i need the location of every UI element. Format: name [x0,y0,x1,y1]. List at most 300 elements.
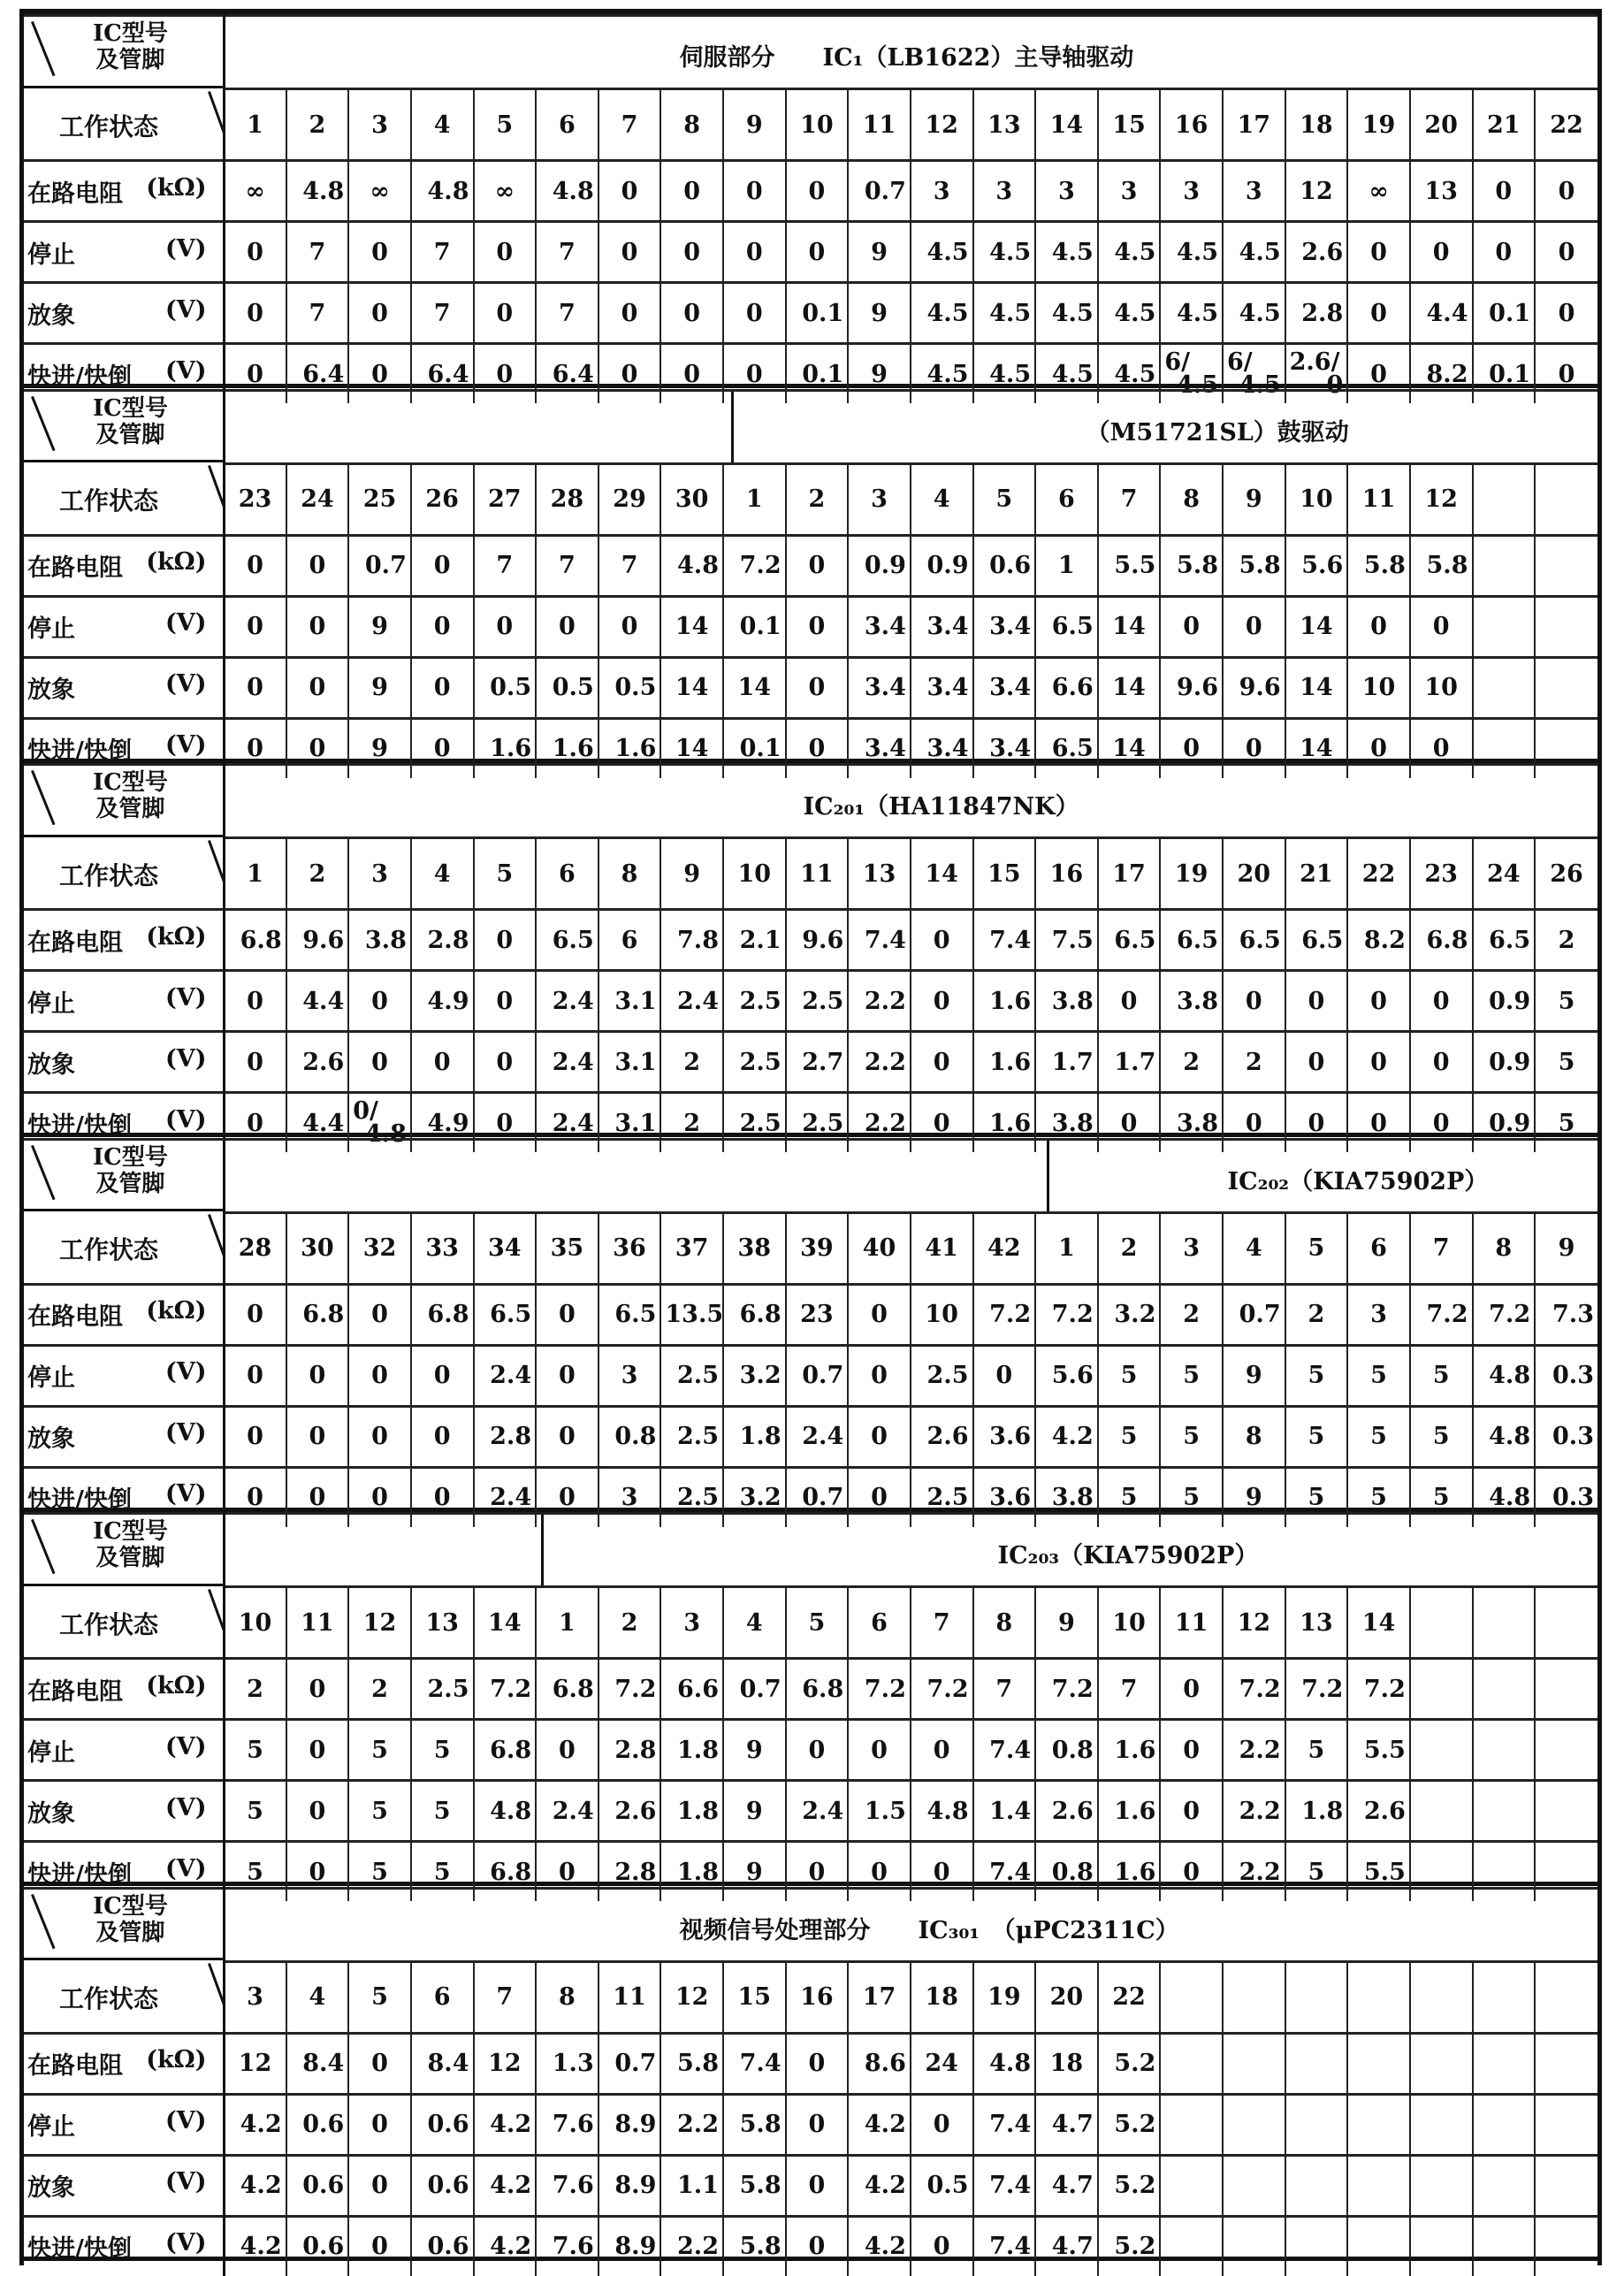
value-cell: 2.4 [536,971,599,1032]
value-cell: 4.5 [1098,222,1161,283]
value-cell: 7 [536,535,599,596]
value-cell: 9 [723,1720,786,1781]
value-cell: 0 [1160,1659,1223,1720]
pin-number: 13 [973,89,1036,161]
value-cell: 5 [1535,971,1597,1032]
ic-title-text: 视频信号处理部分 IC₃₀₁ （μPC2311C） [679,1916,1179,1944]
value-cell: 10 [1410,657,1473,718]
value-cell: 6.4 [286,344,349,404]
value-cell: 14 [660,718,723,778]
value-cell: 6.5 [1035,596,1098,657]
value-cell: 5 [1285,1467,1348,1527]
value-cell: 3.8 [1160,1093,1223,1153]
ic-block-title [224,16,1597,89]
pin-number: 38 [723,1212,786,1284]
value-cell: 0 [348,1345,411,1406]
table-row [24,535,1597,596]
row-label-unit: (V) [165,1854,207,1883]
ic-label-line2: 及管脚 [95,1170,165,1197]
value-cell: 0.7 [786,1467,849,1527]
pin-number: 5 [474,89,537,161]
value-cell: 5 [1098,1467,1161,1527]
value-cell: 0.7 [786,1345,849,1406]
row-label [24,222,224,283]
value-cell: 2 [1223,1032,1285,1093]
pin-number: 16 [1035,838,1098,910]
value-cell: 0 [1160,1781,1223,1842]
value-cell: 0 [474,222,537,283]
value-cell: 0 [286,1720,349,1781]
value-cell: 2.5 [723,1032,786,1093]
row-label-name: 在路电阻 [27,1303,123,1331]
value-cell: 2.5 [411,1659,474,1720]
empty-cell [1473,2216,1536,2276]
value-cell: 5 [1160,1406,1223,1467]
value-cell: 5 [224,1842,286,1902]
value-cell: 7.4 [973,910,1036,971]
value-cell: 4.4 [286,971,349,1032]
value-cell: 5.8 [1223,535,1285,596]
empty-cell [1347,2094,1410,2155]
empty-cell [1473,2033,1536,2094]
value-cell: 0 [848,1720,911,1781]
value-cell: 7 [286,222,349,283]
pin-number: 6 [1347,1212,1410,1284]
value-cell: 9 [348,657,411,718]
value-cell: 0 [660,222,723,283]
value-cell: 3 [1098,161,1161,222]
split-top: 0/ [353,1097,378,1125]
value-cell: 3 [599,1345,661,1406]
ic-block-title [224,1888,1597,1961]
value-cell: 0 [474,283,537,344]
value-cell: 1.7 [1035,1032,1098,1093]
value-cell: 2.4 [536,1093,599,1153]
ic-section-divider [1047,1141,1049,1211]
value-cell: 5 [1160,1345,1223,1406]
pin-number: 10 [723,838,786,910]
pin-number: 42 [973,1212,1036,1284]
value-cell: 1.7 [1098,1032,1161,1093]
value-cell: 2.8 [1285,283,1348,344]
value-cell: 0 [1347,344,1410,404]
value-cell: 0 [786,2033,849,2094]
value-cell: 0 [348,2094,411,2155]
value-cell: 5.2 [1098,2155,1161,2216]
value-cell: 0 [1535,161,1597,222]
row-label-name: 停止 [27,1738,75,1767]
value-cell: 5 [224,1720,286,1781]
pin-number: 11 [1160,1587,1223,1659]
value-cell: 0 [848,1842,911,1902]
value-cell: 0.6 [286,2155,349,2216]
value-cell: 0 [536,1345,599,1406]
value-cell: 4.5 [973,222,1036,283]
pin-number: 28 [536,463,599,535]
value-cell: 4.5 [973,283,1036,344]
value-cell: 4.5 [973,344,1036,404]
pin-number: 35 [536,1212,599,1284]
pin-number: 20 [1410,89,1473,161]
value-cell: 7.3 [1535,1284,1597,1345]
diagonal-line [208,1963,225,2024]
value-cell: 4.5 [1098,283,1161,344]
pin-number: 17 [848,1961,911,2033]
value-cell: 3.2 [723,1467,786,1527]
row-label-unit: (V) [165,2168,207,2196]
empty-cell [1473,2155,1536,2216]
value-cell: 0.8 [1035,1842,1098,1902]
pin-number: 7 [1410,1212,1473,1284]
empty-cell [1473,1659,1536,1720]
row-label [24,1284,224,1345]
value-cell: 7.2 [1285,1659,1348,1720]
value-cell: 0 [786,657,849,718]
value-cell: 0 [786,535,849,596]
value-cell: 0.9 [1473,971,1536,1032]
pin-number: 27 [474,463,537,535]
diagonal-line [31,770,56,825]
value-cell: 0 [786,596,849,657]
value-cell: 5.5 [1098,535,1161,596]
work-state-header [24,837,223,909]
value-cell: 1.4 [973,1781,1036,1842]
ic-model-header [24,392,223,463]
pin-number: 6 [1035,463,1098,535]
value-cell: 6.8 [1410,910,1473,971]
value-cell: 0 [411,1467,474,1527]
value-cell: 0 [224,718,286,778]
empty-cell [1473,1781,1536,1842]
value-cell: 0 [286,596,349,657]
ic-label-line2: 及管脚 [95,1919,165,1946]
value-cell: 1.3 [536,2033,599,2094]
value-cell: 0 [474,344,537,404]
pin-number [1410,1587,1473,1659]
row-label [24,535,224,596]
value-cell: 5 [1410,1467,1473,1527]
pin-number: 1 [224,838,286,910]
value-cell: 0 [224,222,286,283]
ic-block-title [224,1514,1597,1587]
row-label-unit: (V) [165,1419,207,1447]
value-cell: 4.8 [1473,1467,1536,1527]
value-cell: 6.4 [411,344,474,404]
value-cell: 0.6 [286,2216,349,2276]
value-cell: 0 [1347,971,1410,1032]
ic-label-line2: 及管脚 [95,421,165,448]
pin-number: 4 [411,838,474,910]
diagonal-line [31,1144,56,1199]
row-label [24,2216,224,2276]
value-cell: 1.6 [474,718,537,778]
pin-number: 10 [786,89,849,161]
value-cell: 6.8 [286,1284,349,1345]
pin-number: 9 [1535,1212,1597,1284]
value-cell: 0 [536,1842,599,1902]
ic-title-text: IC₂₀₂（KIA75902P） [1227,1167,1489,1195]
value-cell: 14 [660,657,723,718]
value-cell: 0.9 [848,535,911,596]
value-cell: 0.1 [723,596,786,657]
value-cell: 2.4 [536,1781,599,1842]
value-cell: 4.5 [1160,222,1223,283]
value-cell: 0 [599,222,661,283]
value-cell: 10 [911,1284,973,1345]
work-state-label: 工作状态 [59,1609,159,1639]
value-cell: 0 [599,596,661,657]
value-cell: 0.5 [474,657,537,718]
table-row [24,596,1597,657]
row-label-unit: (V) [165,670,207,698]
value-cell: 9 [848,344,911,404]
value-cell: 3.4 [911,657,973,718]
pin-number [1473,463,1536,535]
empty-cell [1410,1781,1473,1842]
ic-block-6 [24,1887,1597,2261]
row-label [24,1345,224,1406]
pin-number [1473,1587,1536,1659]
table-row [24,971,1597,1032]
value-cell: 0.1 [723,718,786,778]
pin-number: 18 [1285,89,1348,161]
value-cell: 3.1 [599,971,661,1032]
pin-number: 17 [1098,838,1161,910]
value-cell: 6.8 [474,1720,537,1781]
value-cell: 0 [1223,596,1285,657]
value-cell: 14 [1285,596,1348,657]
value-cell: 5.8 [723,2216,786,2276]
pin-number: 11 [1347,463,1410,535]
value-cell: 2 [660,1093,723,1153]
pin-number: 29 [599,463,661,535]
value-cell: 0 [224,535,286,596]
empty-cell [1223,2155,1285,2216]
row-label-name: 放象 [27,1425,75,1453]
value-cell: 2.4 [536,1032,599,1093]
value-cell: 3.4 [848,718,911,778]
value-cell: 4.4 [1410,283,1473,344]
value-cell: 0 [536,1720,599,1781]
value-cell: 6.5 [1035,718,1098,778]
table-row [24,2155,1597,2216]
value-cell: 4.8 [286,161,349,222]
value-cell: 4.8 [660,535,723,596]
diagonal-line [208,90,225,151]
value-cell: 9.6 [286,910,349,971]
empty-cell [1160,2094,1223,2155]
work-state-label: 工作状态 [59,486,159,516]
row-label-name: 快进/快倒 [27,363,132,391]
value-cell: 0 [599,283,661,344]
value-cell: 0.1 [786,283,849,344]
value-cell: 5.8 [723,2094,786,2155]
value-cell: 12 [474,2033,537,2094]
value-cell: 7.4 [973,2094,1036,2155]
value-cell: 0 [1160,1720,1223,1781]
value-cell: 1.8 [660,1781,723,1842]
value-cell: 7 [536,283,599,344]
value-cell: 0 [1223,971,1285,1032]
value-cell: 0.3 [1535,1406,1597,1467]
ic-label-line2: 及管脚 [95,1545,165,1571]
value-cell: 0 [348,1467,411,1527]
value-cell: 2.1 [723,910,786,971]
value-cell: 0 [723,283,786,344]
row-label [24,910,224,971]
value-cell: 14 [660,596,723,657]
row-label-unit: (kΩ) [146,1671,207,1699]
value-cell: 2.5 [723,1093,786,1153]
empty-cell [1473,1720,1536,1781]
value-cell: 4.7 [1035,2216,1098,2276]
diagonal-line [208,1214,225,1275]
header-corner-cell [24,1514,224,1659]
value-cell: 4.8 [973,2033,1036,2094]
ic-block-1 [24,14,1597,399]
value-cell: 3.4 [973,657,1036,718]
value-cell: 14 [1098,718,1161,778]
value-cell: 12 [1285,161,1348,222]
pin-number: 19 [1347,89,1410,161]
value-cell: 1.8 [660,1842,723,1902]
diagonal-line [31,395,56,450]
value-cell: 0 [474,971,537,1032]
split-top: 6/ [1227,348,1253,376]
pin-number: 4 [286,1961,349,2033]
value-cell: 4.8 [474,1781,537,1842]
value-cell: 0 [1347,718,1410,778]
pin-number [1223,1961,1285,2033]
pin-number: 11 [848,89,911,161]
value-cell: 5.8 [1160,535,1223,596]
value-cell: 5 [1347,1406,1410,1467]
row-label-name: 在路电阻 [27,1677,123,1706]
empty-cell [1160,2216,1223,2276]
empty-cell [1347,2033,1410,2094]
value-cell: 4.5 [911,344,973,404]
row-label [24,1406,224,1467]
value-cell: 4.8 [536,161,599,222]
pin-number: 4 [911,463,973,535]
row-label-name: 在路电阻 [27,928,123,957]
ic-label-line1: IC型号 [93,769,168,796]
value-cell: 0 [224,1093,286,1153]
value-cell: 3 [599,1467,661,1527]
pin-number: 1 [723,463,786,535]
value-cell: 0 [599,344,661,404]
value-cell: 2.8 [599,1720,661,1781]
value-cell: 6.5 [474,1284,537,1345]
row-label-unit: (V) [165,1358,207,1386]
pin-number: 8 [536,1961,599,2033]
value-cell: 5 [1098,1406,1161,1467]
pin-number [1535,1587,1597,1659]
value-cell: 7.2 [474,1659,537,1720]
value-cell: 0.9 [1473,1032,1536,1093]
ic-block-3 [24,763,1597,1148]
value-cell: 8.4 [286,2033,349,2094]
value-cell: 0 [348,2216,411,2276]
table-row [24,222,1597,283]
value-cell: 1.8 [723,1406,786,1467]
value-cell: 0 [1160,718,1223,778]
value-cell: 8.2 [1410,344,1473,404]
row-label-name: 停止 [27,1364,75,1392]
value-cell: 4.5 [1223,222,1285,283]
value-cell: 1.8 [1285,1781,1348,1842]
value-cell: 0 [411,1406,474,1467]
value-cell: 2 [1285,1284,1348,1345]
pin-number: 14 [1347,1587,1410,1659]
value-cell: 2.7 [786,1032,849,1093]
value-cell: 2.4 [786,1781,849,1842]
value-cell: 0.1 [786,344,849,404]
value-cell: 2.6 [599,1781,661,1842]
ic-section-divider [731,392,734,462]
row-label [24,2033,224,2094]
value-cell: 4.7 [1035,2094,1098,2155]
table-row [24,161,1597,222]
pin-number: 2 [786,463,849,535]
value-cell: 0 [348,1284,411,1345]
value-cell: 6.6 [660,1659,723,1720]
value-cell: 7.2 [973,1284,1036,1345]
value-cell: 4.2 [474,2094,537,2155]
value-cell: 0 [411,596,474,657]
value-cell: 0 [286,1406,349,1467]
work-state-label: 工作状态 [59,860,159,890]
pin-number: 5 [786,1587,849,1659]
value-cell: 0 [224,657,286,718]
value-cell: 3.2 [723,1345,786,1406]
value-cell: 0 [348,222,411,283]
value-cell: 7.2 [1223,1659,1285,1720]
pin-number: 3 [224,1961,286,2033]
value-cell: 5.8 [1347,535,1410,596]
value-cell: 2.5 [660,1467,723,1527]
empty-cell [1535,1720,1597,1781]
value-cell: 5.2 [1098,2094,1161,2155]
pin-number: 12 [911,89,973,161]
value-cell: 9 [848,222,911,283]
pin-number: 6 [536,89,599,161]
value-cell: 0 [348,1032,411,1093]
row-label-name: 快进/快倒 [27,1860,132,1889]
value-cell: 3.1 [599,1032,661,1093]
value-cell: 3 [1160,161,1223,222]
value-cell: 14 [1098,657,1161,718]
value-cell: 4.2 [848,2155,911,2216]
pin-number: 9 [723,89,786,161]
value-cell: 1 [1035,535,1098,596]
pin-number: 3 [660,1587,723,1659]
table-row [24,910,1597,971]
value-cell: 2.5 [786,971,849,1032]
value-cell: 0 [286,535,349,596]
value-cell: 2.5 [786,1093,849,1153]
value-cell: 0 [348,283,411,344]
value-cell: 2.4 [660,971,723,1032]
ic-model-header [24,1515,223,1586]
value-cell: 7 [411,222,474,283]
pin-number: 12 [348,1587,411,1659]
empty-cell [1160,2033,1223,2094]
pin-number: 23 [224,463,286,535]
ic-block-title [224,765,1597,838]
value-cell: 0 [1223,1093,1285,1153]
value-cell: 5 [1285,1842,1348,1902]
